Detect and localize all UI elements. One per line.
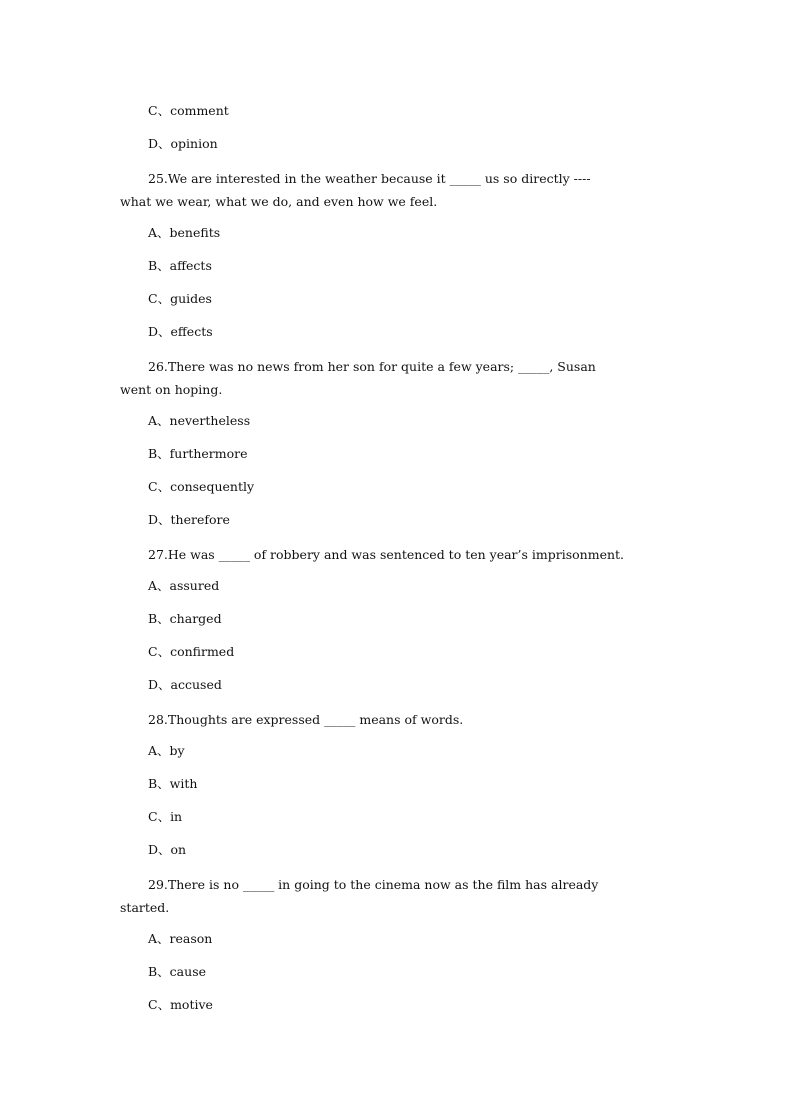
- option-d-opinion: D、opinion: [148, 136, 218, 151]
- question-25-line-1: 25.We are interested in the weather because it _____ us so directly ----: [148, 171, 591, 186]
- q26-option-d: D、therefore: [148, 512, 230, 527]
- q28-option-b: B、with: [148, 776, 198, 791]
- question-26-line-2: went on hoping.: [120, 382, 223, 397]
- q25-option-c: C、guides: [148, 291, 212, 306]
- question-27-line-1: 27.He was _____ of robbery and was sentenced to ten year’s imprisonment.: [148, 547, 625, 562]
- q25-option-a: A、benefits: [148, 225, 221, 240]
- option-c-comment: C、comment: [148, 103, 229, 118]
- q28-option-d: D、on: [148, 842, 187, 857]
- question-29-line-2: started.: [120, 900, 170, 915]
- q27-option-a: A、assured: [148, 578, 220, 593]
- q27-option-b: B、charged: [148, 611, 222, 626]
- question-26-line-1: 26.There was no news from her son for quite a few years; _____, Susan: [148, 359, 596, 374]
- q26-option-c: C、consequently: [148, 479, 255, 494]
- q29-option-a: A、reason: [148, 931, 213, 946]
- q28-option-a: A、by: [148, 743, 185, 758]
- q27-option-c: C、confirmed: [148, 644, 235, 659]
- question-29-line-1: 29.There is no _____ in going to the cinema now as the film has already: [148, 877, 599, 892]
- q28-option-c: C、in: [148, 809, 183, 824]
- q25-option-d: D、effects: [148, 324, 213, 339]
- question-25-line-2: what we wear, what we do, and even how we feel.: [120, 194, 438, 209]
- q25-option-b: B、affects: [148, 258, 212, 273]
- q29-option-b: B、cause: [148, 964, 207, 979]
- q26-option-a: A、nevertheless: [148, 413, 251, 428]
- q27-option-d: D、accused: [148, 677, 222, 692]
- q26-option-b: B、furthermore: [148, 446, 248, 461]
- question-28-line-1: 28.Thoughts are expressed _____ means of words.: [148, 712, 464, 727]
- q29-option-c: C、motive: [148, 997, 213, 1012]
